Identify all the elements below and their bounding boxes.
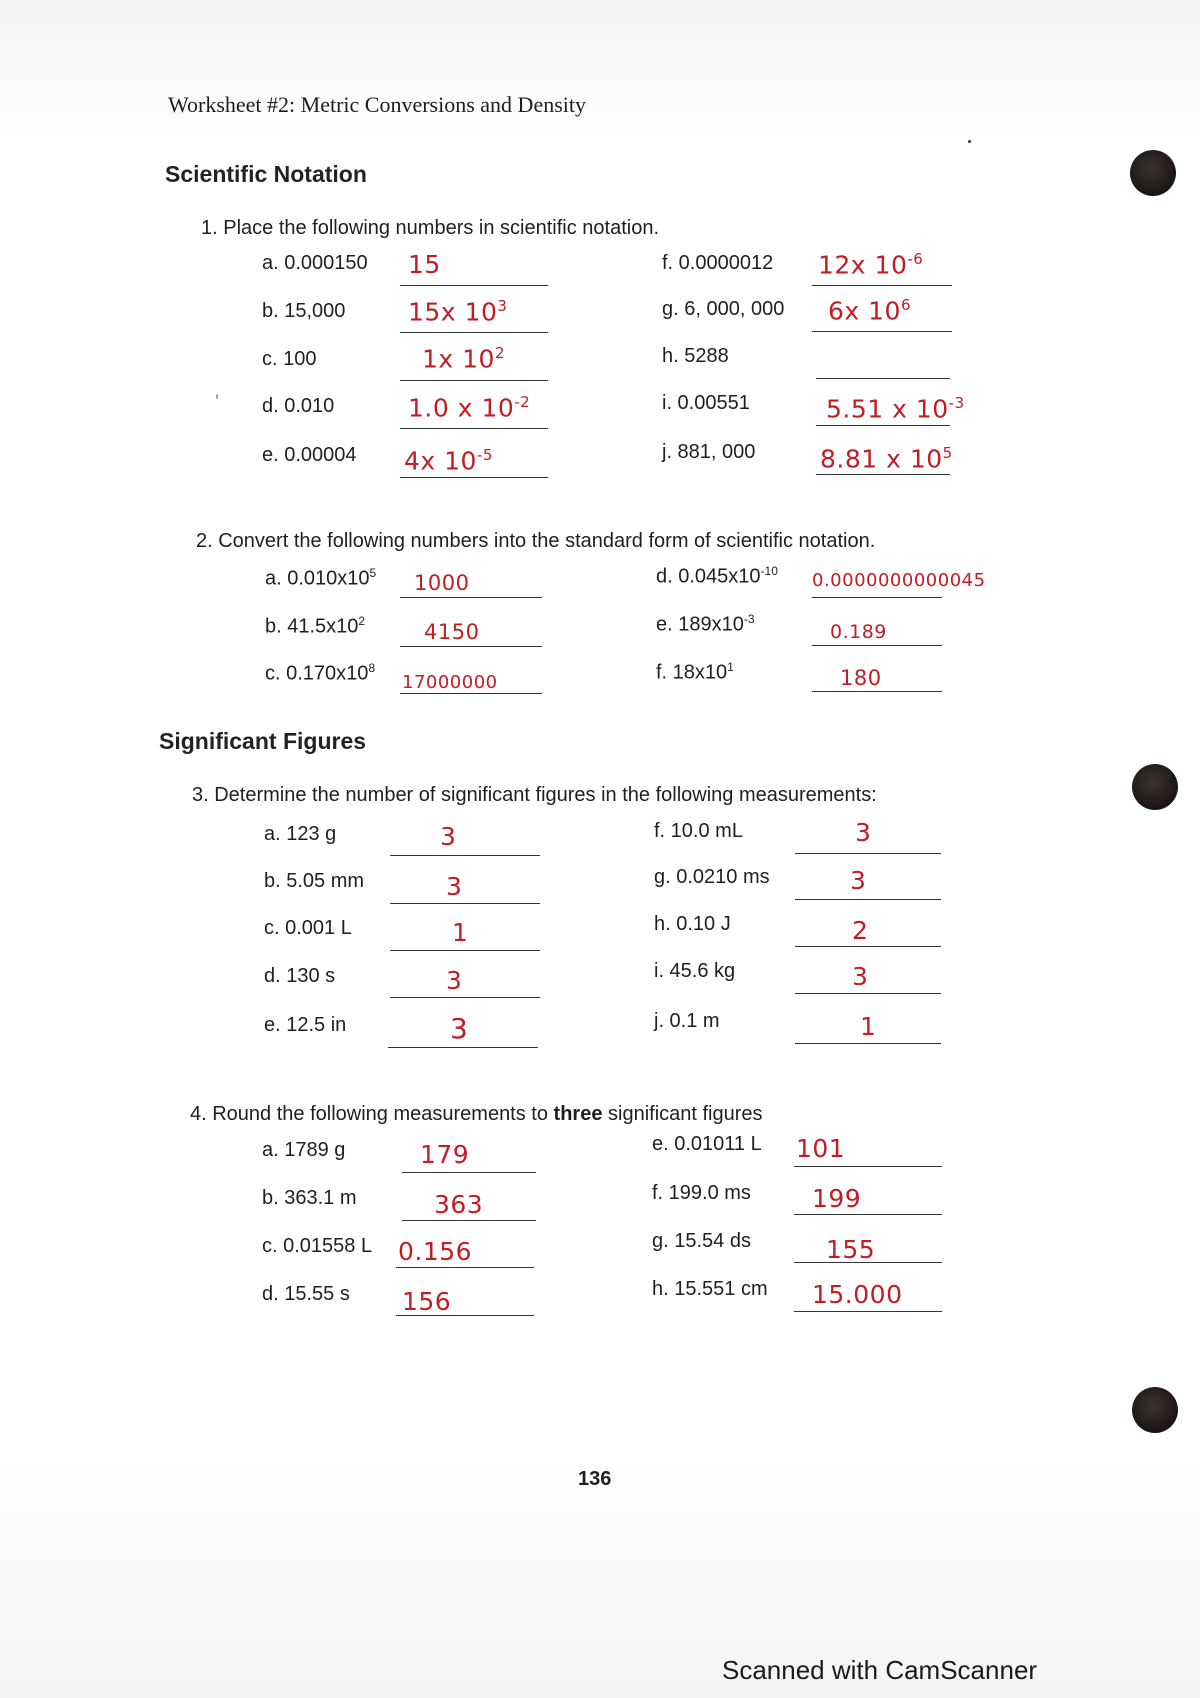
page-number: 136 [578, 1468, 612, 1490]
q3-item-h-label: h. 0.10 J [654, 913, 731, 935]
q1-item-c-answer: 1x $10^2$ [422, 344, 506, 374]
q3-item-e-label: e. 12.5 in [264, 1014, 347, 1036]
q1-item-f-label: f. 0.0000012 [662, 252, 774, 274]
q2-item-d-blank [812, 597, 942, 598]
q1-item-b-blank [400, 332, 548, 333]
q4-item-e-blank [794, 1166, 942, 1167]
q3-item-g-answer: 3 [850, 866, 867, 895]
q3-item-e-blank [388, 1047, 538, 1048]
q1-item-e-answer: 4x $10^{-5}$ [404, 446, 493, 476]
q2-item-b-answer: 4150 [424, 620, 480, 644]
q1-item-j-blank [816, 474, 950, 475]
q3-item-d-blank [390, 997, 540, 998]
q1-item-f-blank [812, 285, 952, 286]
q3-item-a-label: a. 123 g [264, 823, 337, 845]
q2-item-e-label: e. $189x10^{-3}$ [656, 612, 755, 636]
q3-item-f-answer: 3 [855, 818, 872, 847]
q4-item-f-answer: 199 [812, 1184, 862, 1213]
q2-item-d-answer: 0.0000000000045 [812, 570, 986, 591]
question-2-instruction: 2. Convert the following numbers into the standard form of scientific notation. [196, 530, 876, 552]
q4-item-a-label: a. 1789 g [262, 1139, 346, 1161]
binder-hole-middle [1132, 764, 1178, 810]
q2-item-f-answer: 180 [840, 666, 882, 690]
q1-item-e-blank [400, 477, 548, 478]
q2-item-a-label: a. $0.010x10^5$ [265, 566, 377, 590]
q4-item-a-answer: 179 [420, 1140, 470, 1169]
q4-item-e-label: e. 0.01011 L [652, 1133, 762, 1155]
q4-item-b-label: b. 363.1 m [262, 1187, 357, 1209]
q3-item-b-label: b. 5.05 mm [264, 870, 365, 892]
q4-item-e-answer: 101 [796, 1134, 846, 1163]
q3-item-j-blank [795, 1043, 941, 1044]
q1-item-a-answer: 15 [408, 250, 441, 279]
q1-item-a-blank [400, 285, 548, 286]
q4-item-f-blank [794, 1214, 942, 1215]
scan-speck [968, 140, 971, 143]
q4-item-d-answer: 156 [402, 1287, 452, 1316]
q4-item-g-label: g. 15.54 ds [652, 1230, 751, 1252]
q1-item-h-label: h. 5288 [662, 345, 729, 367]
q2-item-c-blank [400, 693, 542, 694]
q3-item-g-label: g. 0.0210 ms [654, 866, 770, 888]
q3-item-h-answer: 2 [852, 916, 869, 945]
q3-item-b-answer: 3 [446, 872, 463, 901]
scan-speck [216, 394, 218, 399]
q4-item-d-label: d. 15.55 s [262, 1283, 350, 1305]
q2-item-b-label: b. $41.5x10^2$ [265, 614, 366, 638]
q1-item-i-label: i. 0.00551 [662, 392, 750, 414]
q3-item-i-blank [795, 993, 941, 994]
q1-item-j-label: j. 881, 000 [662, 441, 756, 463]
question-4-instruction: 4. Round the following measurements to three significant figures [190, 1103, 763, 1125]
q4-item-f-label: f. 199.0 ms [652, 1182, 751, 1204]
q2-item-c-answer: 17000000 [402, 672, 498, 693]
q3-item-a-blank [390, 855, 540, 856]
q3-item-g-blank [795, 899, 941, 900]
q4-item-c-blank [396, 1267, 534, 1268]
q1-item-h-blank [816, 378, 950, 379]
q2-item-e-answer: 0.189 [830, 621, 887, 643]
q4-item-h-label: h. 15.551 cm [652, 1278, 768, 1300]
q1-item-e-label: e. 0.00004 [262, 444, 357, 466]
q1-item-i-answer: 5.51 x $10^{-3}$ [826, 394, 965, 424]
q1-item-g-answer: 6x $10^6$ [828, 296, 912, 326]
q1-item-c-blank [400, 380, 548, 381]
q2-item-a-answer: 1000 [414, 571, 470, 595]
q4-item-b-blank [402, 1220, 536, 1221]
q3-item-e-answer: 3 [450, 1012, 469, 1045]
q1-item-f-answer: 12x $10^{-6}$ [818, 250, 924, 280]
q4-item-c-label: c. 0.01558 L [262, 1235, 373, 1257]
q3-item-h-blank [795, 946, 941, 947]
section-heading-scientific-notation: Scientific Notation [165, 161, 367, 187]
binder-hole-top [1130, 150, 1176, 196]
q4-item-g-answer: 155 [826, 1235, 876, 1264]
q3-item-j-label: j. 0.1 m [654, 1010, 720, 1032]
q3-item-d-answer: 3 [446, 966, 463, 995]
q1-item-d-label: d. 0.010 [262, 395, 335, 417]
q1-item-c-label: c. 100 [262, 348, 317, 370]
q3-item-c-answer: 1 [452, 918, 469, 947]
q4-item-h-blank [794, 1311, 942, 1312]
section-heading-significant-figures: Significant Figures [159, 728, 367, 754]
q3-item-i-answer: 3 [852, 962, 869, 991]
q3-item-d-label: d. 130 s [264, 965, 336, 987]
q3-item-c-blank [390, 950, 540, 951]
question-3-instruction: 3. Determine the number of significant figures in the following measurements: [192, 784, 877, 806]
q4-item-b-answer: 363 [434, 1190, 484, 1219]
q1-item-g-label: g. 6, 000, 000 [662, 298, 785, 320]
q4-item-a-blank [402, 1172, 536, 1173]
q3-item-i-label: i. 45.6 kg [654, 960, 736, 982]
q1-item-a-label: a. 0.000150 [262, 252, 368, 274]
q1-item-i-blank [816, 425, 950, 426]
q1-item-b-label: b. 15,000 [262, 300, 346, 322]
q1-item-d-blank [400, 428, 548, 429]
q3-item-a-answer: 3 [440, 822, 457, 851]
q2-item-f-label: f. $18x10^1$ [656, 660, 734, 684]
q1-item-j-answer: 8.81 x $10^5$ [820, 444, 953, 474]
q3-item-f-blank [795, 853, 941, 854]
worksheet-title: Worksheet #2: Metric Conversions and Density [168, 92, 586, 117]
q3-item-b-blank [390, 903, 540, 904]
q2-item-f-blank [812, 691, 942, 692]
q4-item-c-answer: 0.156 [398, 1237, 473, 1266]
q3-item-c-label: c. 0.001 L [264, 917, 352, 939]
q3-item-j-answer: 1 [860, 1012, 877, 1041]
question-1-instruction: 1. Place the following numbers in scientific notation. [201, 217, 660, 239]
q4-item-h-answer: 15.000 [812, 1280, 903, 1309]
q1-item-b-answer: 15x $10^3$ [408, 297, 508, 327]
q1-item-d-answer: 1.0 x $10^{-2}$ [408, 393, 531, 423]
q1-item-g-blank [812, 331, 952, 332]
q3-item-f-label: f. 10.0 mL [654, 820, 743, 842]
q2-item-c-label: c. $0.170x10^8$ [265, 661, 376, 685]
q2-item-d-label: d. $0.045x10^{-10}$ [656, 564, 778, 588]
scanner-watermark: Scanned with CamScanner [722, 1655, 1038, 1685]
q2-item-e-blank [812, 645, 942, 646]
q2-item-a-blank [400, 597, 542, 598]
binder-hole-bottom [1132, 1387, 1178, 1433]
q2-item-b-blank [400, 646, 542, 647]
